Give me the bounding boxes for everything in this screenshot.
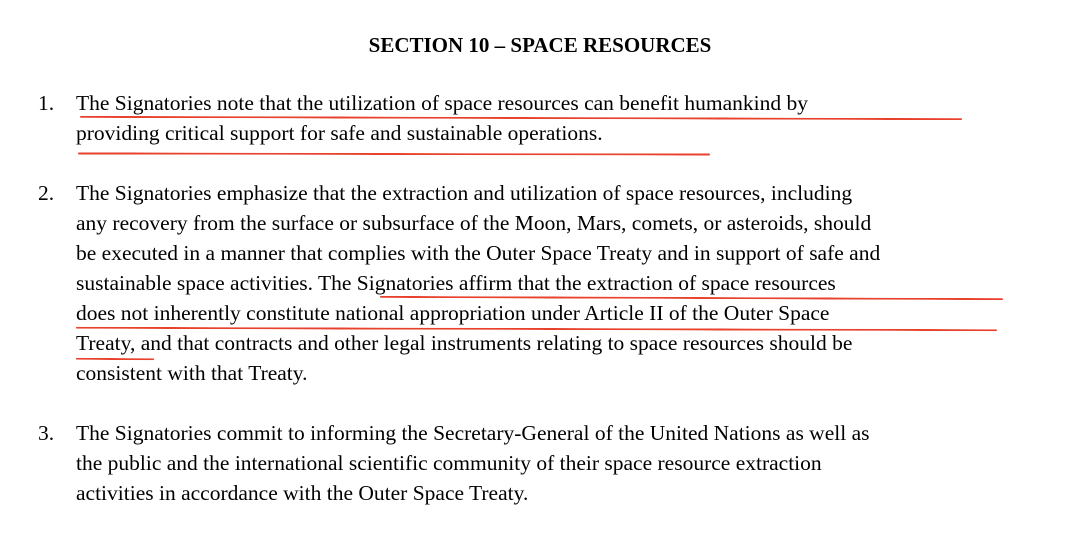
item-text-line: be executed in a manner that complies with the Outer Space Treaty and in support of safe and xyxy=(76,241,881,265)
item-text-line: consistent with that Treaty. xyxy=(76,361,308,385)
item-number: 3. xyxy=(38,421,55,445)
item-text-line: The Signatories note that the utilization of space resources can benefit humankind by xyxy=(76,91,808,115)
item-text-line: providing critical support for safe and sustainable operations. xyxy=(76,121,603,145)
item-text-line: The Signatories commit to informing the Secretary-General of the United Nations as well as xyxy=(76,421,870,445)
item-text-line: activities in accordance with the Outer Space Treaty. xyxy=(76,481,529,505)
item-number: 2. xyxy=(38,181,55,205)
item-text-line: any recovery from the surface or subsurface of the Moon, Mars, comets, or asteroids, should xyxy=(76,211,872,235)
section-title: SECTION 10 – SPACE RESOURCES xyxy=(368,33,712,57)
item-text-line: Treaty, and that contracts and other legal instruments relating to space resources should be xyxy=(76,331,853,355)
item-number: 1. xyxy=(38,91,55,115)
item-text-line: The Signatories emphasize that the extraction and utilization of space resources, including xyxy=(76,181,853,205)
red-underline-annotation xyxy=(76,358,154,360)
item-text-line: does not inherently constitute national appropriation under Article II of the Outer Space xyxy=(76,301,830,325)
item-text-line: the public and the international scientific community of their space resource extraction xyxy=(76,451,822,475)
red-underline-annotation xyxy=(78,152,710,155)
item-text-line: sustainable space activities. The Signatories affirm that the extraction of space resources xyxy=(76,271,836,295)
